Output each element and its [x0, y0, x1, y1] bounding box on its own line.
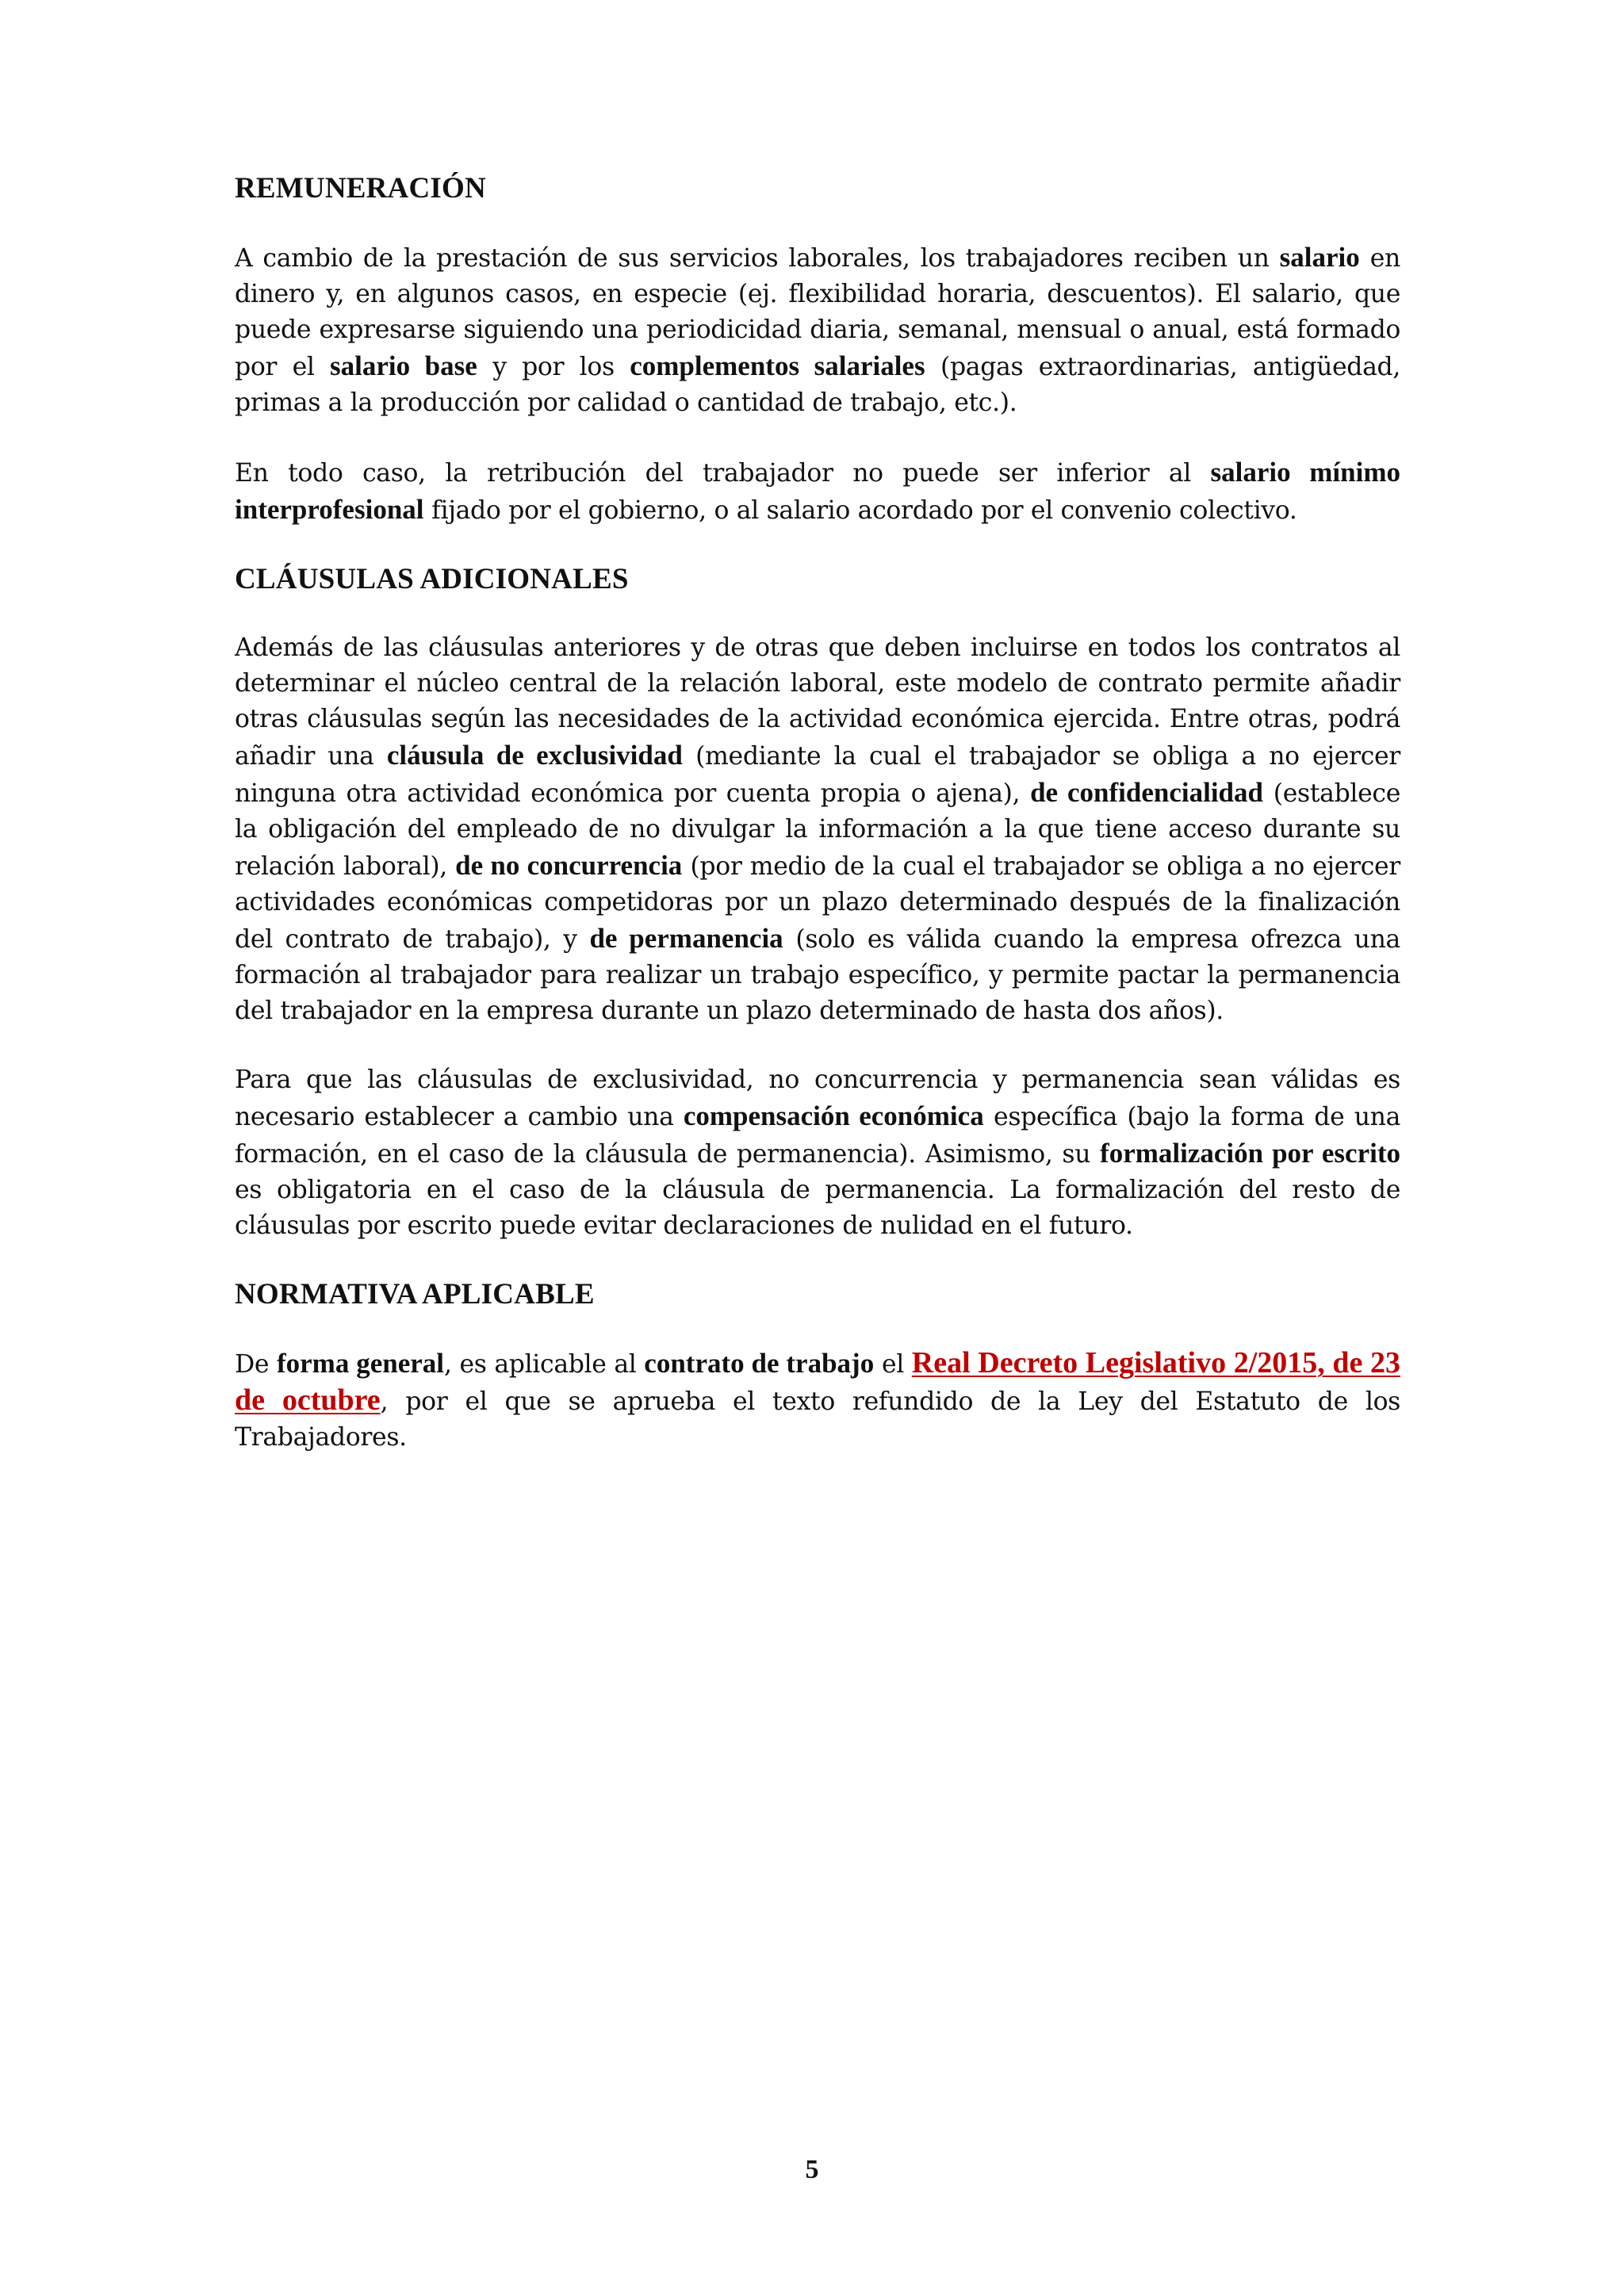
text-run: En todo caso, la retribución del trabajador no puede ser inferior al — [235, 459, 1211, 488]
bold-term-clausula-exclusividad: cláusula de exclusividad — [386, 740, 683, 771]
bold-term-salario-base: salario base — [330, 350, 477, 381]
paragraph-remuneracion-1 — [235, 239, 1400, 421]
bold-term-complementos-salariales: complementos salariales — [630, 350, 925, 381]
bold-term-permanencia: de permanencia — [589, 923, 783, 954]
bold-term-confidencialidad: de confidencialidad — [1030, 777, 1263, 808]
text-run: (mediante la cual el trabajador se obliga a no ejercer ninguna otra actividad económica por cuenta propia o ajena), — [235, 742, 1401, 808]
text-run: (solo es válida cuando la empresa ofrezca una formación al trabajador para realizar un trabajo específico, y permite pactar la permanencia del trabajador en la empresa durante un plazo determinado de hasta dos años). — [235, 925, 1400, 1025]
text-run: Además de las cláusulas anteriores y de otras que deben incluirse en todos los contratos al determinar el núcleo central de la relación laboral, este modelo de contrato permite añadir otras cláusulas según las necesidades de la actividad económica ejercida. Entre otras, podrá añadir una — [235, 633, 1400, 771]
text-run: fijado por el gobierno, o al salario acordado por el convenio colectivo. — [423, 496, 1297, 525]
bold-term-contrato-de-trabajo: contrato de trabajo — [644, 1348, 875, 1379]
bold-term-salario: salario — [1279, 242, 1360, 273]
text-run: (pagas extraordinarias, antigüedad, primas a la producción por calidad o cantidad de trabajo, etc.). — [235, 353, 1401, 417]
page-content — [235, 171, 1400, 1489]
bold-term-compensacion-economica: compensación económica — [683, 1100, 984, 1131]
text-run: en dinero y, en algunos casos, en especie (ej. flexibilidad horaria, descuentos). El salario, que puede expresarse siguiendo una periodicidad diaria, semanal, mensual o anual, está formado por el — [235, 244, 1400, 381]
bold-term-formalizacion-por-escrito: formalización por escrito — [1100, 1138, 1400, 1169]
section-heading-clausulas: CLÁUSULAS ADICIONALES — [235, 563, 629, 595]
text-run: el — [874, 1350, 912, 1379]
text-run: es obligatoria en el caso de la cláusula de permanencia. La formalización del resto de cláusulas por escrito puede evitar declaraciones de nulidad en el futuro. — [235, 1176, 1400, 1240]
paragraph-remuneracion-2 — [235, 454, 1400, 529]
text-run: (por medio de la cual el trabajador se obliga a no ejercer actividades económicas competidoras por un plazo determinado después de la finalización del contrato de trabajo), y — [235, 852, 1400, 954]
text-run: , por el que se aprueba el texto refundido de la Ley del Estatuto de los Trabajadores. — [235, 1387, 1400, 1452]
text-run: (establece la obligación del empleado de no divulgar la información a la que tiene acceso durante su relación laboral), — [235, 779, 1401, 881]
section-heading-remuneracion: REMUNERACIÓN — [235, 172, 486, 205]
text-run: , es aplicable al — [444, 1350, 645, 1379]
paragraph-clausulas-1 — [235, 630, 1400, 1029]
page-number: 5 — [805, 2155, 819, 2184]
paragraph-normativa-1 — [235, 1345, 1400, 1456]
section-heading-normativa: NORMATIVA APLICABLE — [235, 1278, 595, 1311]
law-reference-link[interactable]: Real Decreto Legislativo 2/2015, de 23 de octubre — [235, 1346, 1400, 1417]
text-run: A cambio de la prestación de sus servicios laborales, los trabajadores reciben un — [235, 244, 1280, 273]
text-run: De — [235, 1350, 277, 1379]
bold-term-no-concurrencia: de no concurrencia — [455, 850, 683, 881]
text-run: Para que las cláusulas de exclusividad, no concurrencia y permanencia sean válidas es necesario establecer a cambio una — [235, 1066, 1400, 1131]
text-run: y por los — [477, 353, 630, 381]
paragraph-clausulas-2 — [235, 1062, 1400, 1244]
bold-term-salario-minimo: salario mínimo interprofesional — [235, 457, 1400, 525]
bold-term-forma-general: forma general — [276, 1348, 444, 1379]
text-run: específica (bajo la forma de una formación, en el caso de la cláusula de permanencia). Asimismo, su — [235, 1103, 1400, 1169]
